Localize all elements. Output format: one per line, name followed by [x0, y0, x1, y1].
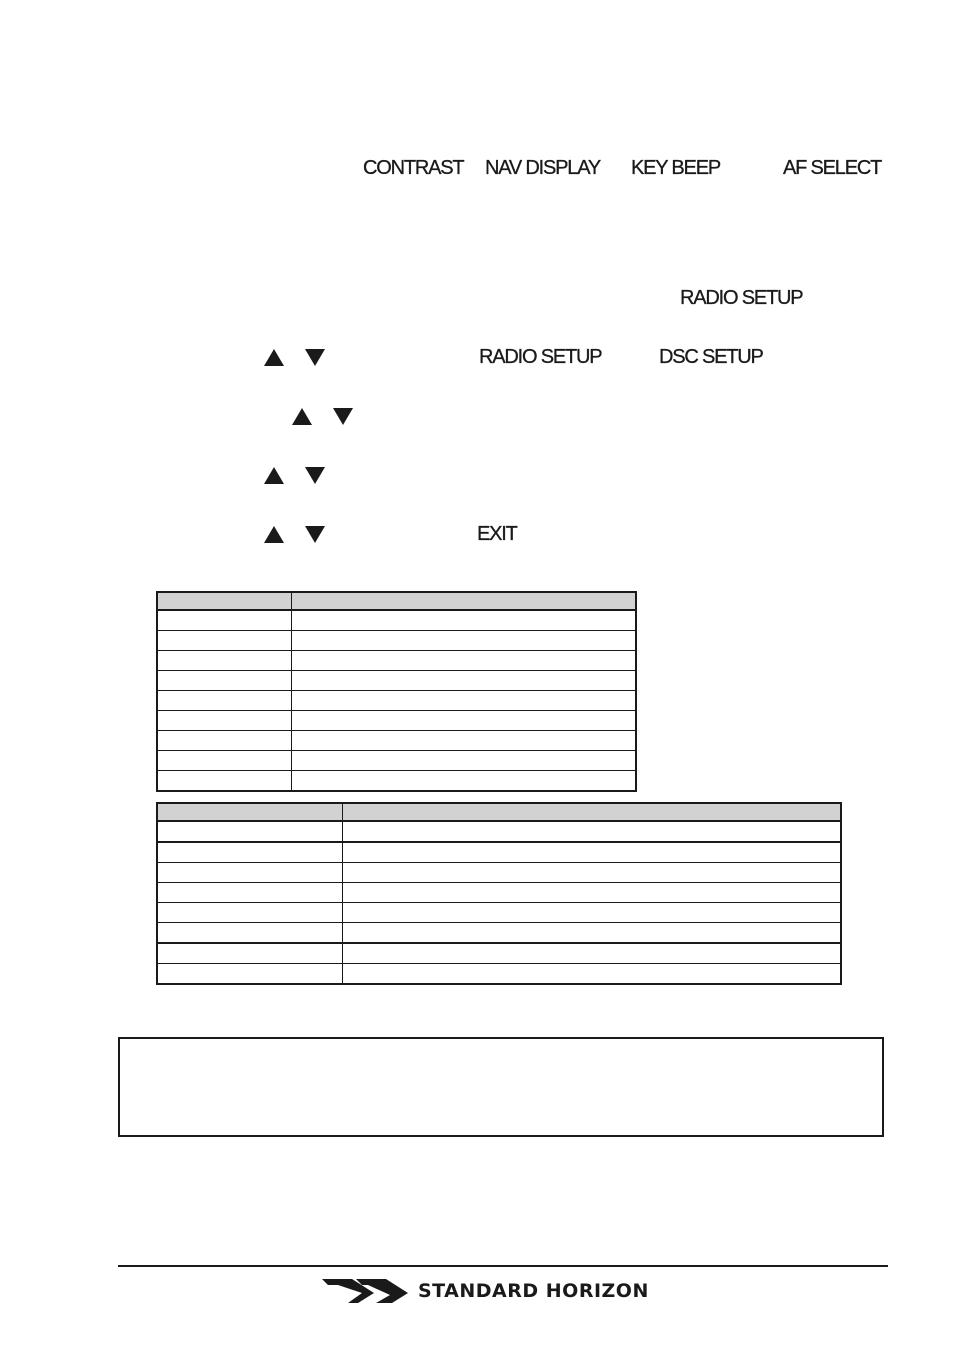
table-row: [157, 964, 841, 985]
table-row: [157, 883, 841, 903]
menu-item-key-beep: KEY BEEP: [631, 157, 720, 179]
table-row: [157, 610, 636, 631]
table-row: [157, 842, 841, 863]
table-header: [157, 592, 636, 610]
exit-label: EXIT: [477, 523, 517, 545]
radio-setup-label-top: RADIO SETUP: [680, 287, 803, 309]
table-row: [157, 711, 636, 731]
table-row: [157, 863, 841, 883]
menu-item-nav-display: NAV DISPLAY: [485, 157, 600, 179]
table-row: [157, 771, 636, 792]
table-row: [157, 923, 841, 944]
menu-item-af-select: AF SELECT: [783, 157, 882, 179]
table-row: [157, 751, 636, 771]
table-row: [157, 903, 841, 923]
dsc-setup-label: DSC SETUP: [659, 346, 763, 368]
settings-table-1: [156, 591, 637, 792]
down-triangle-icon: [333, 408, 353, 425]
down-triangle-icon: [305, 467, 325, 484]
down-triangle-icon: [305, 526, 325, 543]
down-triangle-icon: [305, 349, 325, 366]
standard-horizon-logo-icon: [322, 1277, 410, 1305]
brand-name: STANDARD HORIZON: [418, 1280, 649, 1302]
settings-table-2: [156, 802, 842, 985]
table-row: [157, 691, 636, 711]
note-box: [118, 1037, 884, 1137]
table-header: [157, 803, 841, 821]
up-triangle-icon: [292, 408, 312, 425]
menu-item-contrast: CONTRAST: [363, 157, 464, 179]
footer-rule: [118, 1265, 888, 1267]
table-row: [157, 671, 636, 691]
up-triangle-icon: [264, 467, 284, 484]
table-row: [157, 731, 636, 751]
up-triangle-icon: [264, 349, 284, 366]
radio-setup-label: RADIO SETUP: [479, 346, 602, 368]
table-row: [157, 631, 636, 651]
table-row: [157, 943, 841, 964]
brand-logo: [322, 1276, 649, 1306]
up-triangle-icon: [264, 526, 284, 543]
table-row: [157, 651, 636, 671]
table-row: [157, 821, 841, 842]
